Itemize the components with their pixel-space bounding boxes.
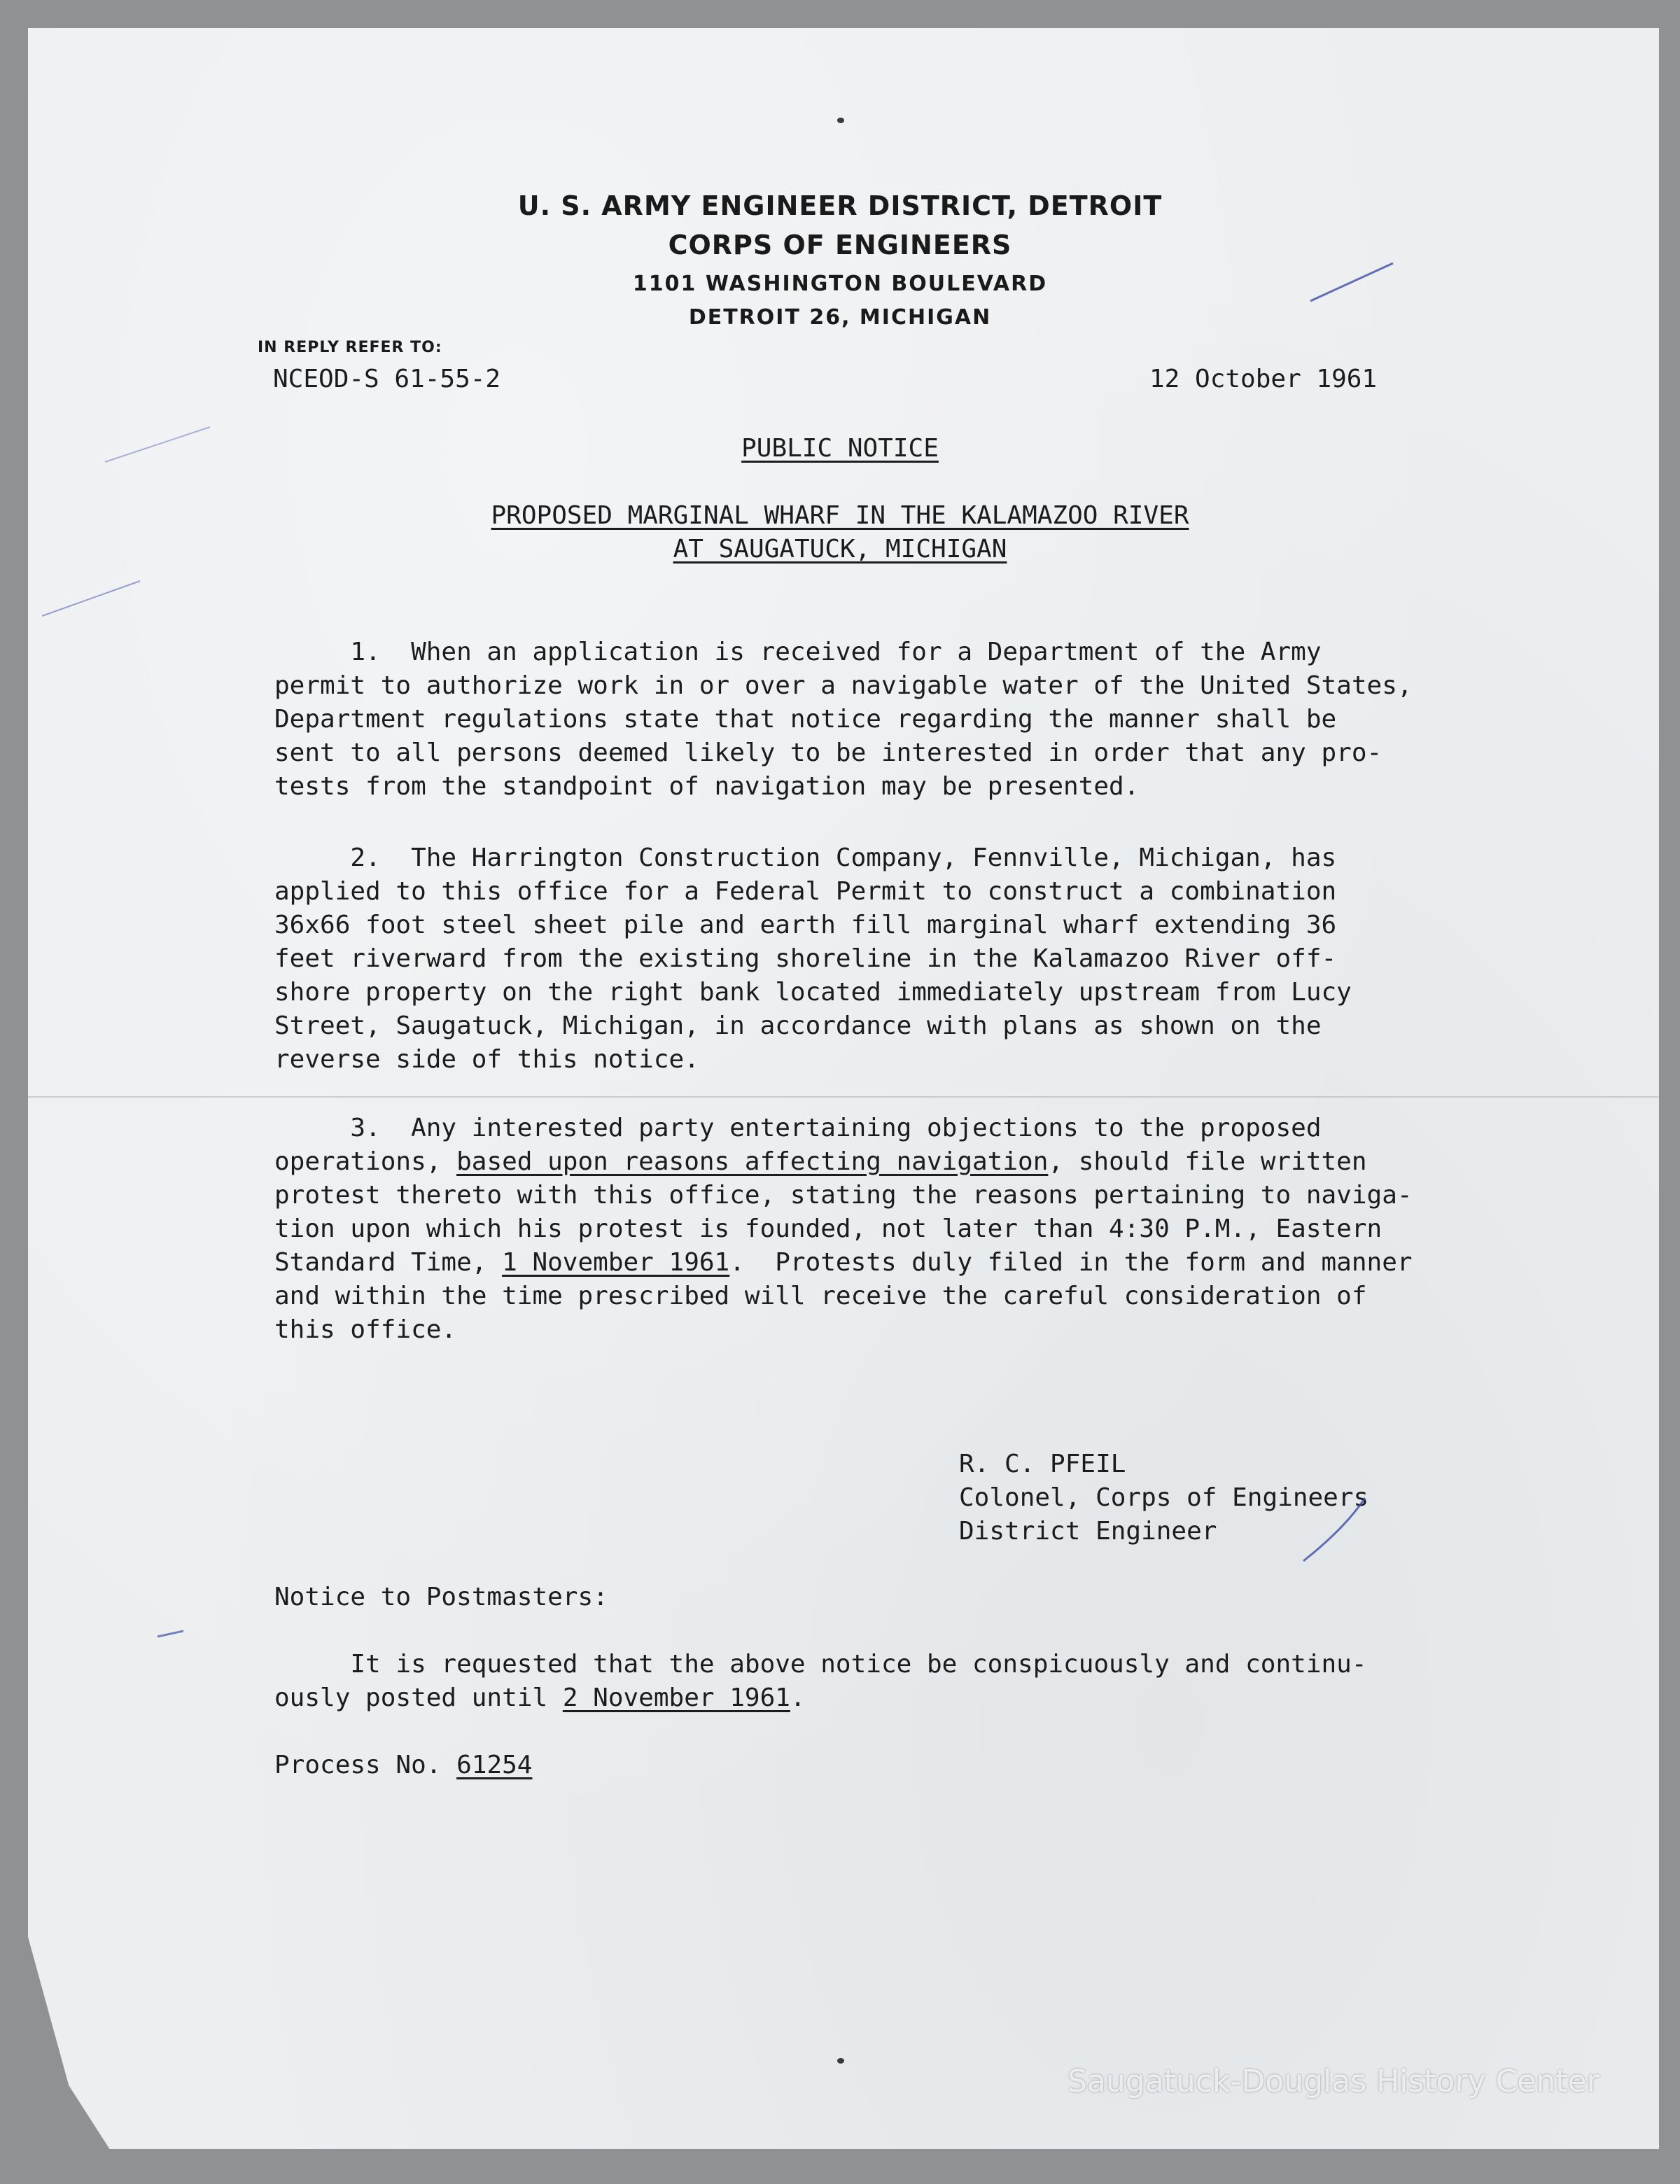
paragraph-3-text: Standard Time, xyxy=(274,1248,503,1277)
letterhead-district: U. S. ARMY ENGINEER DISTRICT, DETROIT xyxy=(517,190,1163,221)
paragraph-3-line xyxy=(274,1145,1367,1179)
reference-code: NCEOD-S 61-55-2 xyxy=(273,365,501,393)
paragraph-2-line: 2. The Harrington Construction Company, Fennville, Michigan, has xyxy=(274,844,1337,872)
paragraph-3-line: protest thereto with this office, stating the reasons pertaining to naviga- xyxy=(274,1181,1413,1210)
fold-crease xyxy=(28,1096,1659,1098)
signatory-role: District Engineer xyxy=(959,1517,1217,1546)
paragraph-2-line: applied to this office for a Federal Permit to construct a combination xyxy=(274,877,1337,906)
process-label: Process No. xyxy=(274,1751,457,1779)
notice-heading-text: PUBLIC NOTICE xyxy=(741,434,939,463)
postmasters-line: It is requested that the above notice be conspicuously and continu- xyxy=(274,1650,1367,1679)
paragraph-2-line: reverse side of this notice. xyxy=(274,1045,699,1074)
postmasters-line xyxy=(274,1681,806,1715)
posting-date-underlined: 2 November 1961 xyxy=(562,1684,790,1712)
signatory-title: Colonel, Corps of Engineers xyxy=(959,1483,1369,1512)
reply-refer-label: IN REPLY REFER TO: xyxy=(258,339,442,356)
staple-hole-mark xyxy=(837,2058,844,2064)
notice-date: 12 October 1961 xyxy=(1149,365,1378,393)
paragraph-3-text: operations, xyxy=(274,1147,457,1176)
postmasters-text: ously posted until xyxy=(274,1684,563,1712)
navigation-reasons-underlined: based upon reasons affecting navigation xyxy=(456,1147,1049,1176)
letterhead-city: DETROIT 26, MICHIGAN xyxy=(688,305,992,330)
deadline-date-underlined: 1 November 1961 xyxy=(502,1248,730,1277)
paragraph-1-line: tests from the standpoint of navigation may be presented. xyxy=(274,772,1140,801)
paragraph-3-line: and within the time prescribed will receive the careful consideration of xyxy=(274,1282,1367,1310)
letterhead-corps: CORPS OF ENGINEERS xyxy=(668,230,1012,260)
signatory-name: R. C. PFEIL xyxy=(959,1450,1126,1478)
paragraph-3-text: . Protests duly filed in the form and manner xyxy=(729,1248,1413,1277)
paragraph-3-line xyxy=(274,1246,1413,1280)
notice-heading xyxy=(0,434,1680,463)
subject-line-1 xyxy=(0,501,1680,530)
subject-line-1-text: PROPOSED MARGINAL WHARF IN THE KALAMAZOO RIVER xyxy=(491,501,1189,530)
process-number-line xyxy=(274,1749,532,1782)
postmasters-text: . xyxy=(790,1684,806,1712)
paragraph-2-line: feet riverward from the existing shoreline in the Kalamazoo River off- xyxy=(274,944,1337,973)
process-number: 61254 xyxy=(456,1751,533,1779)
letterhead-street: 1101 WASHINGTON BOULEVARD xyxy=(632,272,1048,296)
paragraph-1-line: 1. When an application is received for a Department of the Army xyxy=(274,638,1322,666)
staple-hole-mark xyxy=(837,118,844,123)
paragraph-2-line: shore property on the right bank located immediately upstream from Lucy xyxy=(274,978,1352,1007)
paragraph-3-line: this office. xyxy=(274,1315,457,1344)
paragraph-3-line: 3. Any interested party entertaining objections to the proposed xyxy=(274,1114,1322,1142)
paragraph-1-line: permit to authorize work in or over a navigable water of the United States, xyxy=(274,671,1413,700)
paragraph-3-line: tion upon which his protest is founded, not later than 4:30 P.M., Eastern xyxy=(274,1214,1382,1243)
history-center-watermark: Saugatuck-Douglas History Center xyxy=(1068,2064,1600,2099)
paragraph-3-text: , should file written xyxy=(1048,1147,1367,1176)
paragraph-1-line: Department regulations state that notice regarding the manner shall be xyxy=(274,705,1337,734)
paragraph-1-line: sent to all persons deemed likely to be interested in order that any pro- xyxy=(274,738,1382,767)
subject-line-2-text: AT SAUGATUCK, MICHIGAN xyxy=(673,535,1007,564)
paragraph-2-line: 36x66 foot steel sheet pile and earth fill marginal wharf extending 36 xyxy=(274,911,1337,939)
postmasters-heading: Notice to Postmasters: xyxy=(274,1583,608,1611)
paragraph-2-line: Street, Saugatuck, Michigan, in accordance with plans as shown on the xyxy=(274,1011,1322,1040)
subject-line-2 xyxy=(0,535,1680,564)
